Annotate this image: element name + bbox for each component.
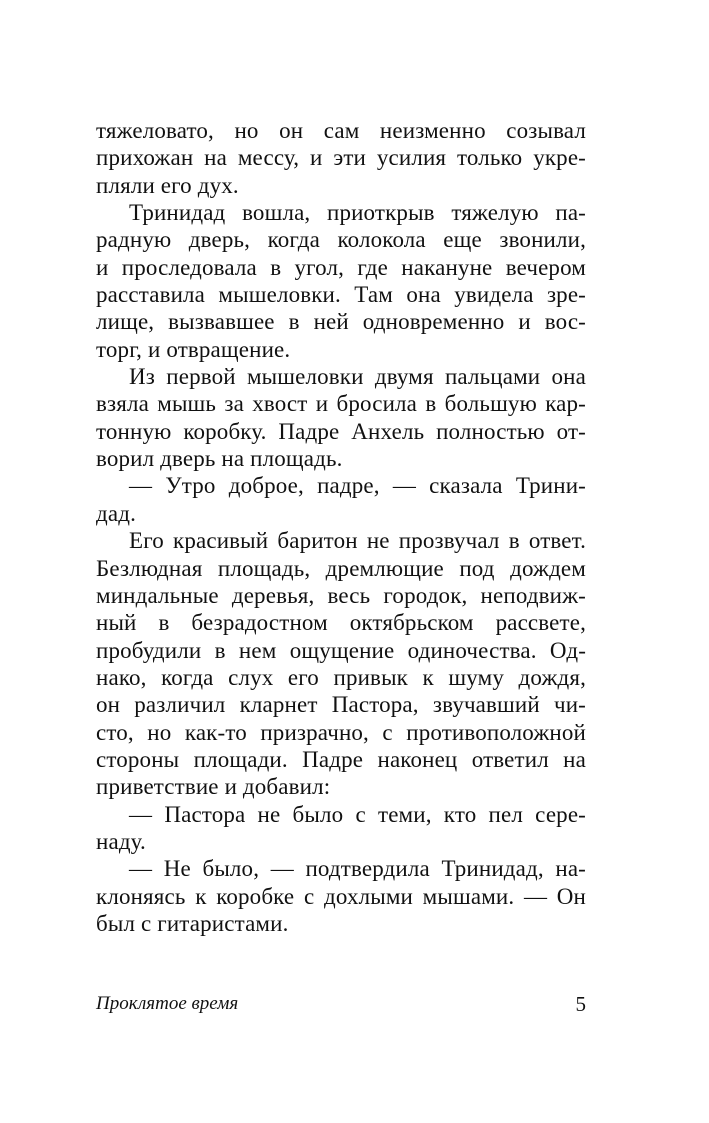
text-line: Из первой мышеловки двумя пальцами она	[129, 364, 586, 390]
page-footer	[96, 990, 586, 1020]
text-line: тонную коробку. Падре Анхель полностью от-	[96, 418, 586, 444]
text-line: сто, но как-то призрачно, с противоположной	[96, 719, 586, 745]
text-line: торг, и отвращение.	[96, 336, 291, 362]
text-line: лище, вызвавшее в ней одновременно и вос-	[96, 309, 586, 335]
text-line: взяла мышь за хвост и бросила в большую кар-	[96, 391, 586, 417]
text-line: ворил дверь на площадь.	[96, 446, 343, 472]
text-line: нако, когда слух его привык к шуму дождя,	[96, 664, 586, 690]
text-line: расставила мышеловки. Там она увидела зре-	[96, 282, 586, 308]
text-line: тяжеловато, но он сам неизменно созывал	[96, 118, 586, 143]
text-line: приветствие и добавил:	[96, 774, 331, 800]
running-title: Проклятое время	[96, 993, 239, 1014]
text-line: дад.	[96, 500, 136, 526]
text-line: миндальные деревья, весь городок, неподвиж-	[96, 582, 586, 608]
text-line: ный в безрадостном октябрьском рассвете,	[96, 610, 586, 636]
text-line: он различил кларнет Пастора, звучавший чи-	[96, 692, 586, 718]
text-line: — Пастора не было с теми, кто пел сере-	[129, 801, 586, 827]
text-line: клоняясь к коробке с дохлыми мышами. — Он	[96, 883, 586, 909]
text-line: наду.	[96, 828, 146, 854]
text-line: Его красивый баритон не прозвучал в ответ.	[129, 528, 586, 554]
text-line: пляли его дух.	[96, 172, 239, 198]
text-line: прихожан на мессу, и эти усилия только укре-	[96, 145, 586, 171]
text-line: и проследовала в угол, где накануне вечером	[96, 254, 586, 280]
text-line: радную дверь, когда колокола еще звонили,	[96, 227, 586, 253]
body-text	[96, 117, 586, 937]
page-number: 5	[575, 992, 586, 1016]
text-line: Тринидад вошла, приоткрыв тяжелую па-	[129, 200, 586, 226]
text-line: был с гитаристами.	[96, 910, 289, 936]
text-line: стороны площади. Падре наконец ответил на	[96, 746, 586, 772]
text-line: пробудили в нем ощущение одиночества. Од-	[96, 637, 586, 663]
text-line: — Не было, — подтвердила Тринидад, на-	[129, 856, 586, 882]
text-line: — Утро доброе, падре, — сказала Трини-	[129, 473, 586, 499]
text-line: Безлюдная площадь, дремлющие под дождем	[96, 555, 586, 581]
